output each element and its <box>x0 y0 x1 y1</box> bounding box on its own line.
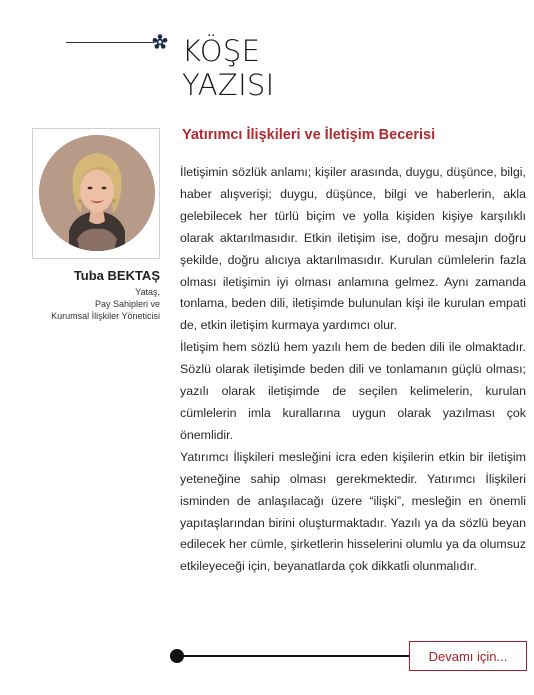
author-role-title-1: Pay Sahipleri ve <box>94 299 160 309</box>
author-portrait-image <box>39 135 155 251</box>
article-paragraph-1: İletişimin sözlük anlamı; kişiler arasında, duygu, düşünce, bilgi, haber alışverişi; duygu, düşünce, bilgi ve haberlerin, akla gelebilecek her türlü biçim ve yolla kişiden kişiye karşılıklı olarak aktarılmasıdır. Etkin iletişim ise, doğru mesajın doğru şekilde, doğru alıcıya aktarılmasıdır. Kurulan cümlelerin fazla olması iletişimin iyi olması anlamına gelmez. Aynı zamanda tonlama, beden dili, iletişimde bulunulan kişi ile kurulan empati de, etkin iletişim kurmaya yardımcı olur. <box>180 165 526 333</box>
article-title: Yatırımcı İlişkileri ve İletişim Becerisi <box>182 127 436 143</box>
section-title-line1: KÖŞE <box>182 34 261 68</box>
read-more-button[interactable]: Devamı için... <box>409 641 527 671</box>
author-photo <box>39 135 155 251</box>
header-rule <box>66 42 154 43</box>
article-paragraph-3: Yatırımcı İlişkileri mesleğini icra eden kişilerin etkin bir iletişim yeteneğine sahip olması gerekmektedir. Yatırımcı İlişkileri isminden de anlaşılacağı üzere “ilişki”, mesleğin en önemli yapıtaşlarından birini oluşturmaktadır. Yazılı ya da sözlü beyan edilecek her cümle, şirketlerin hisselerini olumlu ya da olumsuz etkileyeceği için, beyanatlarda çok dikkatli olunmalıdır. <box>180 449 526 574</box>
author-photo-frame <box>32 128 160 259</box>
footer-rule <box>182 655 410 657</box>
section-title-line2: YAZISI <box>182 68 275 102</box>
article-body <box>180 162 526 578</box>
author-role-title-2: Kurumsal İlişkiler Yöneticisi <box>51 311 160 321</box>
author-role <box>0 286 160 322</box>
author-role-company: Yataş, <box>135 287 160 297</box>
author-name: Tuba BEKTAŞ <box>73 268 160 283</box>
article-paragraph-2: İletişim hem sözlü hem yazılı hem de beden dili ile olmaktadır. Sözlü olarak iletişimde beden dili ve tonlamanın güçlü olması; yazılı olarak iletişimde de seçilen kelimelerin, kurulan cümlelerin imla kurallarına uygun olarak yazılması çok önemlidir. <box>180 340 526 442</box>
section-title <box>182 34 274 102</box>
flower-icon <box>152 34 168 50</box>
